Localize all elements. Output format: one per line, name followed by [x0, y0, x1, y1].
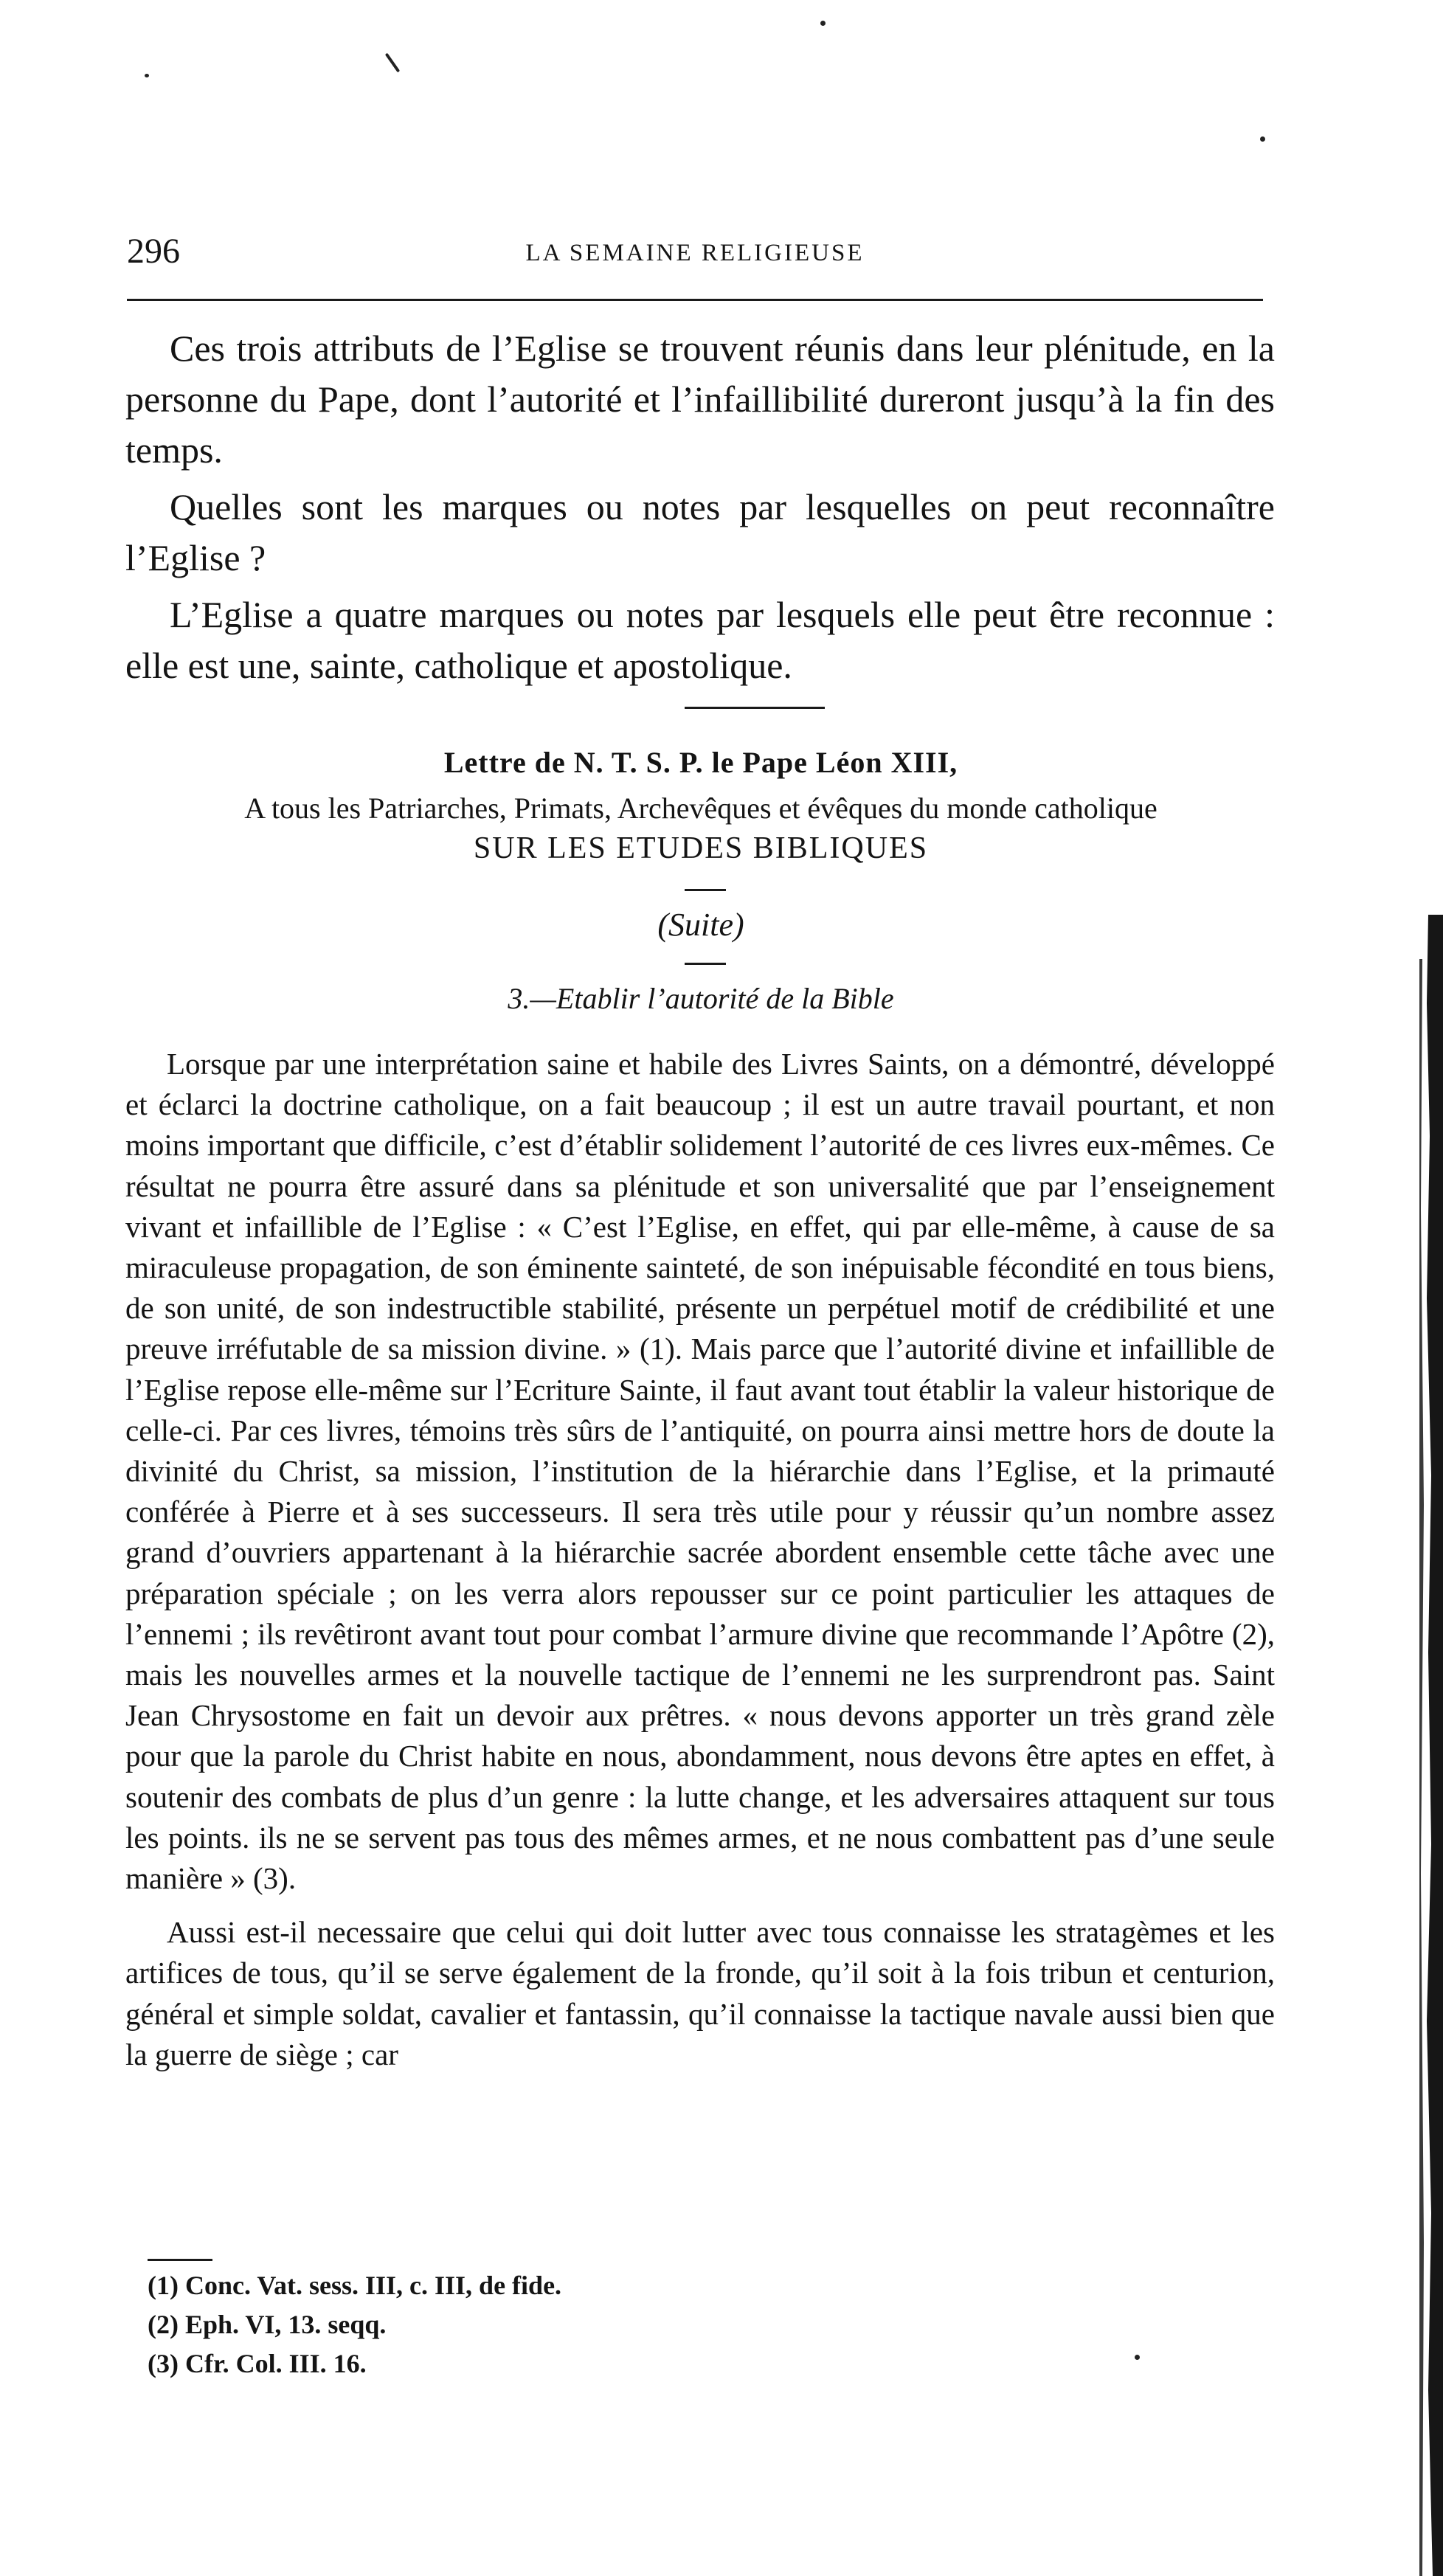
scan-speck [385, 53, 400, 73]
footnote-3: (3) Cfr. Col. III. 16. [148, 2349, 367, 2378]
section-divider [685, 707, 825, 709]
footnote-1: (1) Conc. Vat. sess. III, c. III, de fide. [148, 2271, 562, 2300]
continued-divider [685, 963, 726, 965]
footnotes [148, 2266, 1033, 2383]
intro-answer: L’Eglise a quatre marques ou notes par lesquels elle peut être reconnue : elle est une, sainte, catholique et apostolique. [125, 594, 1275, 686]
page-number: 296 [127, 232, 180, 271]
body-paragraph-2: Aussi est-il necessaire que celui qui doit lutter avec tous connaisse les stratagèmes et les artifices de tous, qu’il se serve également de la fronde, qu’il soit à la fois tribun et centurion, général et simple soldat, cavalier et fantassin, qu’il connaisse la tactique navale aussi bien que la guerre de siège ; car [125, 1915, 1275, 2071]
intro-paragraph-1: Ces trois attributs de l’Eglise se trouvent réunis dans leur plénitude, en la personne du Pape, dont l’autorité et l’infaillibilité dureront jusqu’à la fin des temps. [125, 328, 1275, 471]
binding-edge [1390, 915, 1443, 2576]
scan-speck [145, 74, 149, 77]
scan-speck [1260, 136, 1265, 142]
running-title: LA SEMAINE RELIGIEUSE [525, 240, 865, 266]
footnote-2: (2) Eph. VI, 13. seqq. [148, 2310, 387, 2339]
intro-question: Quelles sont les marques ou notes par lesquelles on peut reconnaître l’Eglise ? [125, 486, 1275, 578]
body-paragraph-1: Lorsque par une interprétation saine et habile des Livres Saints, on a démontré, développé et éclarci la doctrine catholique, on a fait beaucoup ; il est un autre travail pourtant, et non moins important que difficile, c’est d’établir solidement l’autorité de ces livres eux-mêmes. Ce résultat ne pourra être assuré dans sa plénitude et son universalité que par l’enseignement vivant et infaillible de l’Eglise : « C’est l’Eglise, en effet, qui par elle-même, à cause de sa miraculeuse propagation, de son éminente sainteté, de son inépuisable fécondité en tous biens, de son unité, de son indestructible stabilité, présente un perpétuel motif de crédibilité et une preuve irréfutable de sa mission divine. » (1). Mais parce que l’autorité divine et infaillible de l’Eglise repose elle-même sur l’Ecriture Sainte, il faut avant tout établir la valeur historique de celle-ci. Par ces livres, témoins très sûrs de l’antiquité, on pourra ainsi mettre hors de doute la divinité du Christ, sa mission, l’institution de la hiérarchie dans l’Eglise, et la primauté conférée à Pierre et à ses successeurs. Il sera très utile pour y réussir qu’un nombre assez grand d’ouvriers appartenant à la hiérarchie sacrée abordent ensemble cette tâche avec une préparation spéciale ; on les verra alors repousser sur ce point particulier les attaques de l’ennemi ; ils revêtiront avant tout pour combat l’armure divine que recommande l’Apôtre (2), mais les nouvelles armes et la nouvelle tactique de l’ennemi ne les surprendront pas. Saint Jean Chrysostome en fait un devoir aux prêtres. « nous devons apporter un très grand zèle pour que la parole du Christ habite en nous, abondamment, nous devons être aptes en effet, à soutenir des combats de plus d’un genre : la lutte change, et les adversaires attaquent sur tous les points. ils ne se servent pas tous des mêmes armes, et ne nous combattent pas d’une seule manière » (3). [125, 1047, 1275, 1896]
letter-addressees: A tous les Patriarches, Primats, Archevêques et évêques du monde catholique [244, 792, 1157, 825]
continued-label: (Suite) [657, 907, 744, 943]
letter-title: Lettre de N. T. S. P. le Pape Léon XIII, [443, 746, 958, 779]
subject-divider [685, 889, 726, 891]
intro-section [125, 323, 1275, 691]
footnote-rule [148, 2259, 212, 2261]
section-heading: 3.—Etablir l’autorité de la Bible [508, 982, 894, 1015]
header-rule [127, 299, 1263, 301]
scan-speck [820, 21, 826, 26]
running-head [127, 225, 1263, 277]
scan-speck [1135, 2355, 1140, 2360]
letter-body [125, 1044, 1275, 2075]
letter-subject: SUR LES ETUDES BIBLIQUES [473, 831, 929, 865]
